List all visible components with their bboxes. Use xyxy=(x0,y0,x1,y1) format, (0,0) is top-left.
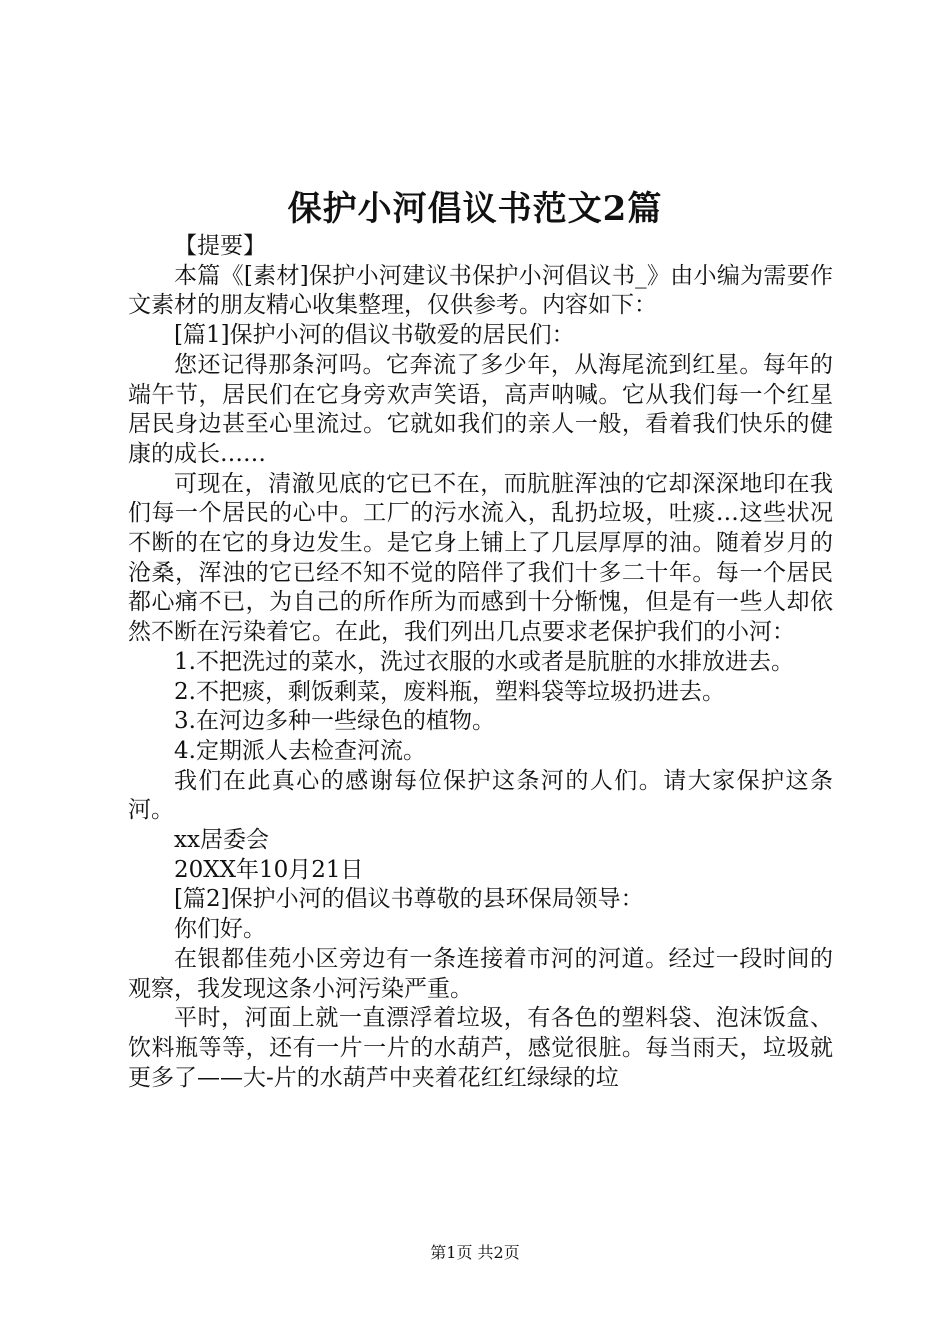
list-item: 3.在河边多种一些绿色的植物。 xyxy=(174,708,495,735)
date-line: 20XX年10月21日 xyxy=(174,856,364,883)
body-paragraph: 您还记得那条河吗。它奔流了多少年，从海尾流到红星。每年的端午节，居民们在它身旁欢声笑语，高声呐喊。它从我们每一个红星居民身边甚至心里流过。它就如我们的亲人一般，看着我们快乐的健康的成长…… xyxy=(128,351,833,467)
body-paragraph: 平时，河面上就一直漂浮着垃圾，有各色的塑料袋、泡沫饭盒、饮料瓶等等，还有一片一片的水葫芦，感觉很脏。每当雨天，垃圾就更多了——大-片的水葫芦中夹着花红红绿绿的垃 xyxy=(128,1005,833,1091)
list-item: 2.不把痰，剩饭剩菜，废料瓶，塑料袋等垃圾扔进去。 xyxy=(174,678,725,705)
body-paragraph: 我们在此真心的感谢每位保护这条河的人们。请大家保护这条河。 xyxy=(128,767,833,824)
body-paragraph: 可现在，清澈见底的它已不在，而肮脏浑浊的它却深深地印在我们每一个居民的心中。工厂的污水流入，乱扔垃圾，吐痰…这些状况不断的在它的身边发生。是它身上铺上了几层厚厚的油。随着岁月的沧桑，浑浊的它已经不知不觉的陪伴了我们十多二十年。每一个居民都心痛不已，为自己的所作所为而感到十分惭愧，但是有一些人却依然不断在污染着它。在此，我们列出几点要求老保护我们的小河： xyxy=(128,470,833,646)
body-paragraph: 在银都佳苑小区旁边有一条连接着市河的河道。经过一段时间的观察，我发现这条小河污染严重。 xyxy=(128,945,833,1002)
list-item: 4.定期派人去检查河流。 xyxy=(174,737,426,764)
greeting-line: 你们好。 xyxy=(174,916,266,943)
document-title: 保护小河倡议书范文2篇 xyxy=(287,189,663,229)
abstract-heading: 【提要】 xyxy=(174,233,266,259)
page-number-footer: 第1页 共2页 xyxy=(430,1243,520,1262)
list-item: 1.不把洗过的菜水，洗过衣服的水或者是肮脏的水排放进去。 xyxy=(174,648,794,675)
section-2-heading: [篇2]保护小河的倡议书尊敬的县环保局领导： xyxy=(174,886,644,913)
intro-paragraph: 本篇《[素材]保护小河建议书保护小河倡议书_》由小编为需要作文素材的朋友精心收集整理，仅供参考。内容如下： xyxy=(128,262,833,319)
signature-line: xx居委会 xyxy=(174,827,269,854)
section-1-heading: [篇1]保护小河的倡议书敬爱的居民们： xyxy=(174,322,575,349)
document-body xyxy=(128,232,833,1093)
